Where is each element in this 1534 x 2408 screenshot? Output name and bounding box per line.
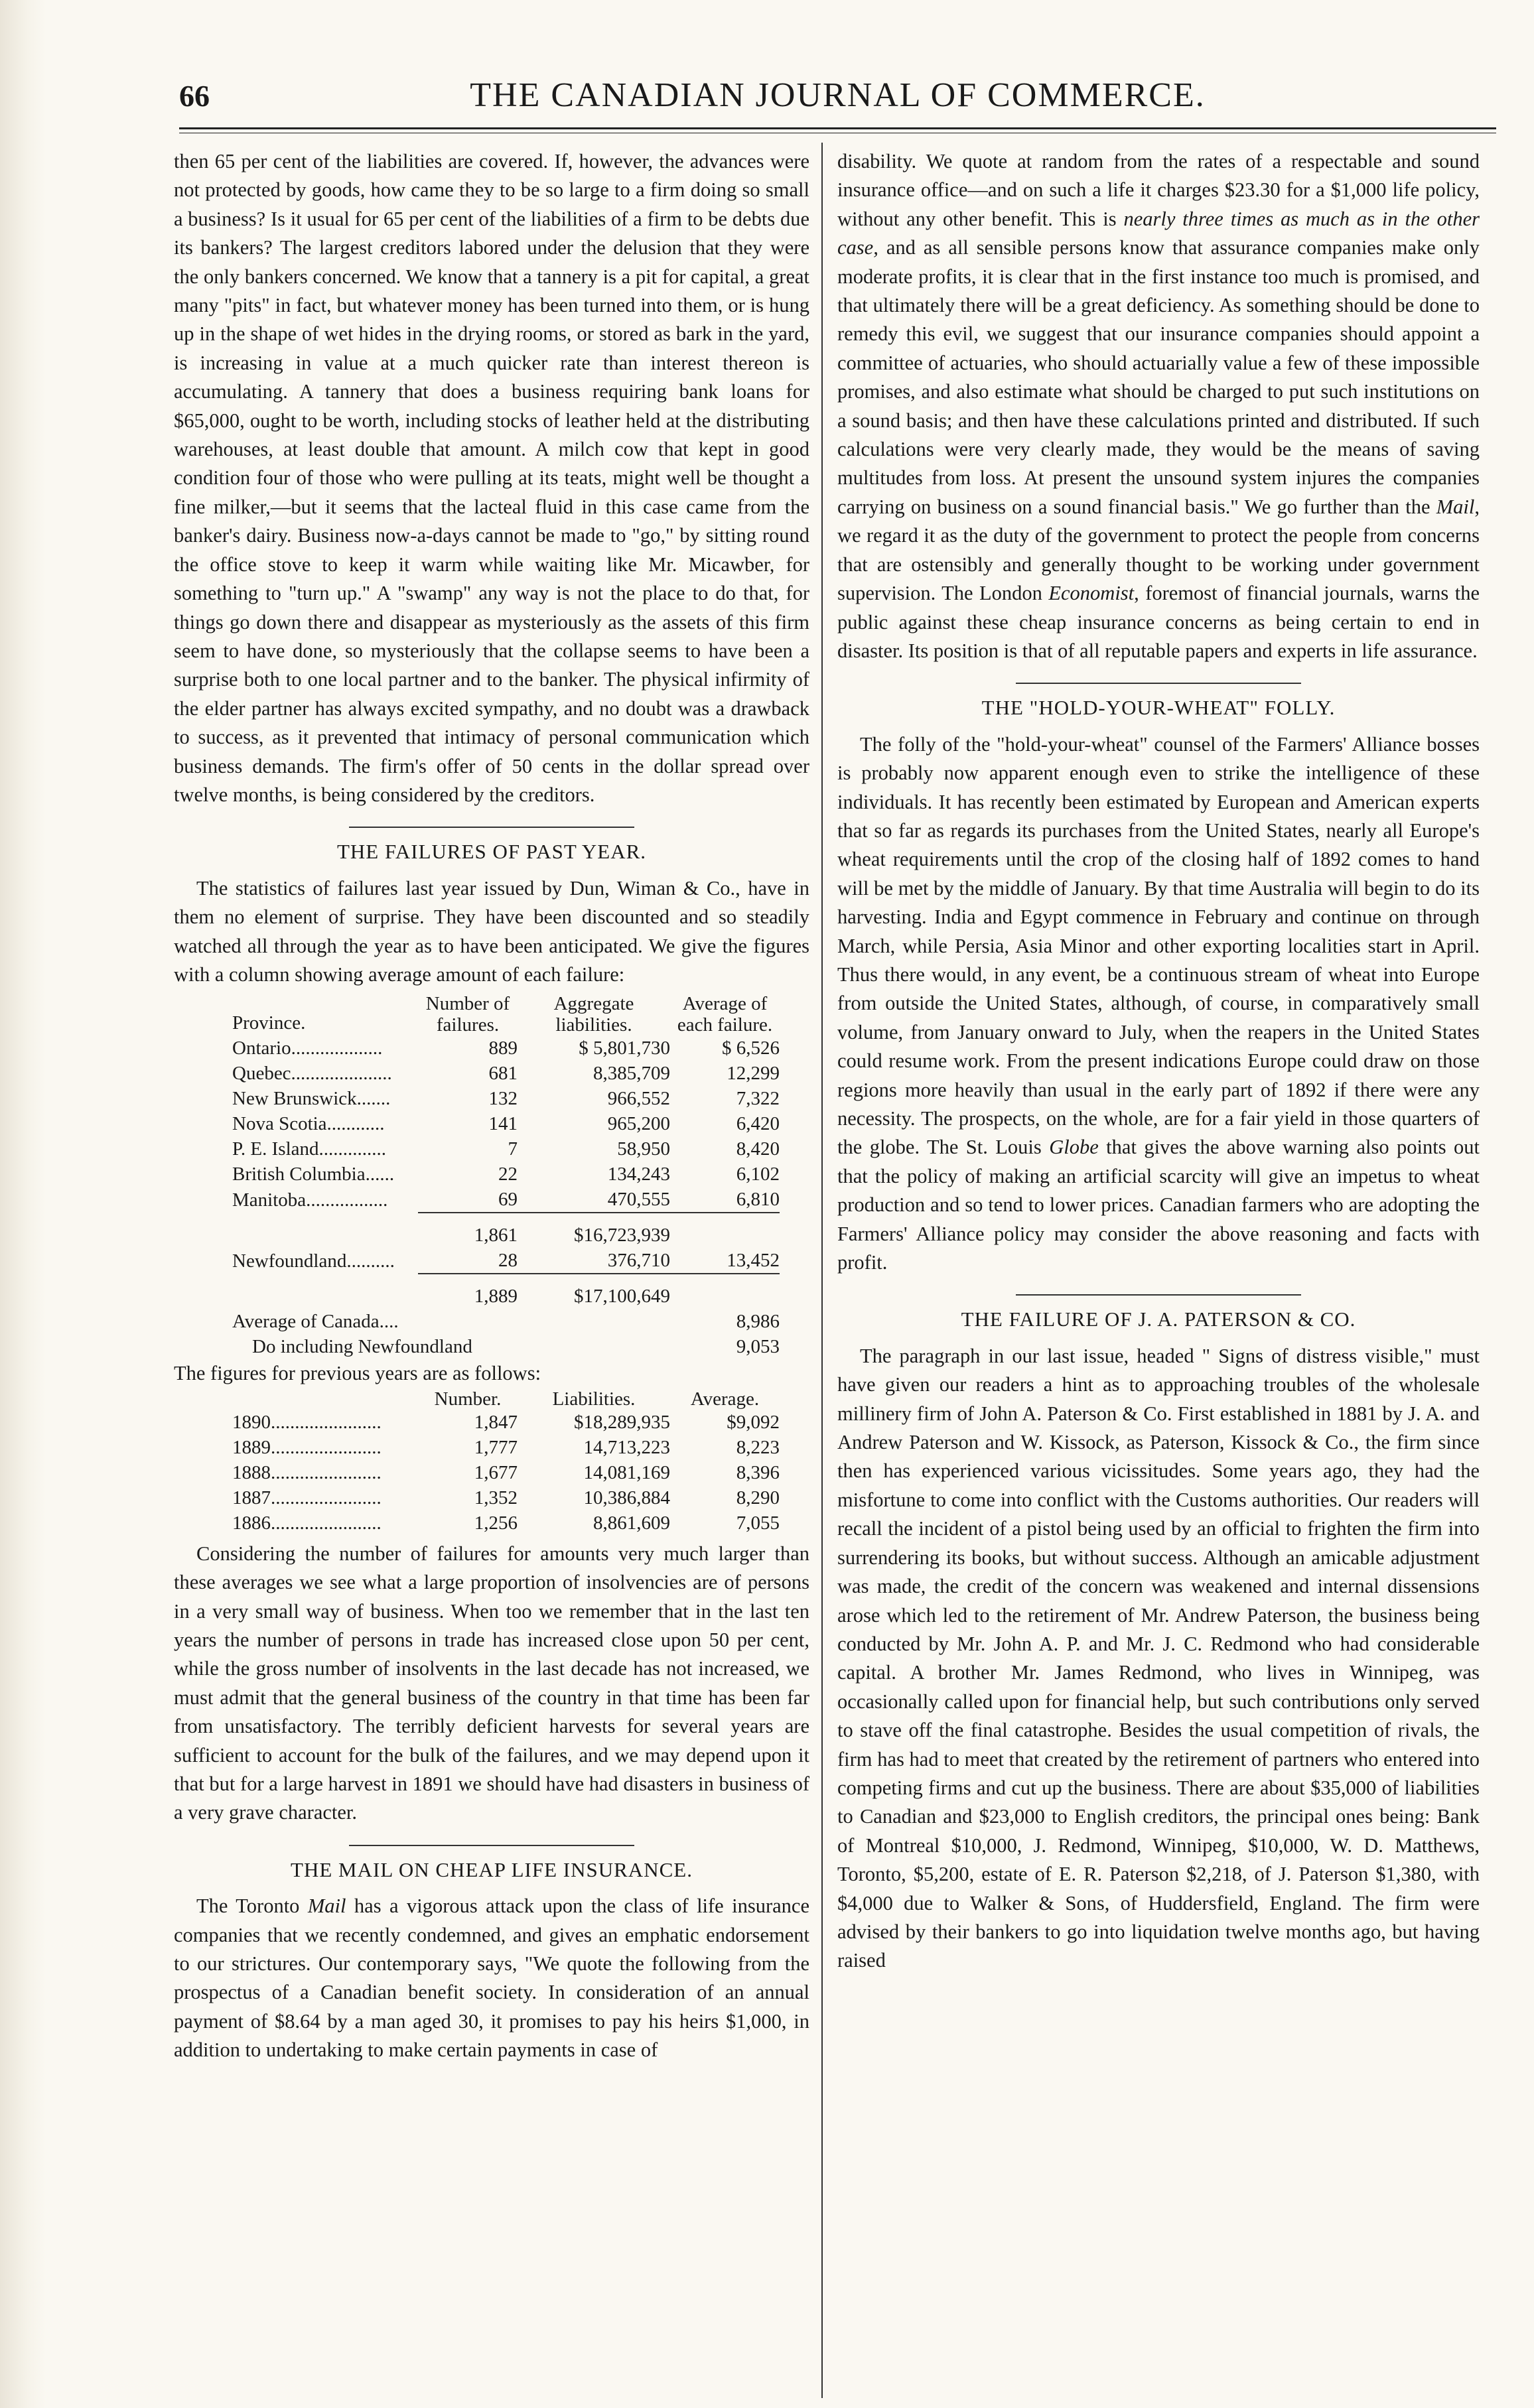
cell-province: Quebec.....................	[232, 1063, 392, 1085]
header-rule-thick	[179, 127, 1496, 129]
subtotal-liabilities: $16,723,939	[518, 1213, 670, 1248]
italic-mail: Mail	[307, 1895, 346, 1918]
cell-province: Newfoundland..........	[232, 1250, 395, 1272]
cell-liabilities: 965,200	[607, 1113, 670, 1135]
section-divider	[1016, 683, 1301, 684]
table-row	[232, 1136, 780, 1162]
average-including-row	[232, 1334, 780, 1359]
cell-liabilities: 14,713,223	[583, 1436, 670, 1458]
cell-average: 6,420	[736, 1113, 780, 1135]
cell-liabilities: $ 5,801,730	[579, 1037, 670, 1059]
col-header-number: Number of failures.	[425, 993, 510, 1036]
cell-year: 1886.......................	[232, 1512, 382, 1534]
paterson-paragraph-1: The paragraph in our last issue, headed " Signs of distress visible," must have given our readers a hint as to approaching troubles of the wholesale millinery firm of John A. Paterson & Co. First established in 1881 by J. A. and Andrew Paterson and W. Kissock, as Paterson, Kissock & Co., the firm since then has experienced various vicissitudes. Some years ago, they had the misfortune to come into conflict with the Customs authorities. Our readers will recall the incident of a pistol being used by an official to frighten the firm into surrendering its books, but without success. Although an amicable adjustment was made, the credit of the concern was weakened and internal dissensions arose which led to the retirement of Mr. Andrew Paterson, the business being conducted by Mr. John A. P. and Mr. J. C. Redmond who had considerable capital. A brother Mr. James Redmond, who lives in Winnipeg, was occasionally called upon for financial help, but such contributions only served to stave off the final catastrophe. Besides the usual competition of rivals, the firm has had to meet that created by the retirement of partners who entered into competing firms and cut up the business. There are about $35,000 of liabilities to Canadian and $23,000 to English creditors, the principal ones being: Bank of Montreal $10,000, J. Redmond, Winnipeg, $10,000, W. D. Matthews, Toronto, $5,200, estate of E. R. Paterson $2,218, of J. Paterson $1,380, with $4,000 due to Walker & Sons, of Huddersfield, England. The firm were advised by their bankers to go into liquidation twelve months ago, but having raised	[837, 1344, 1480, 1972]
cell-average: 8,223	[736, 1436, 780, 1458]
failures-paragraph-1: The statistics of failures last year issued by Dun, Wiman & Co., have in them no element of surprise. They have been discounted and so steadily watched all through the year as to have been anticipated. We give the figures with a column showing average amount of each failure:	[174, 876, 809, 986]
section-divider	[1016, 1294, 1301, 1296]
cell-province: Nova Scotia............	[232, 1113, 385, 1135]
cell-number: 889	[488, 1037, 518, 1059]
table-row	[232, 1460, 780, 1485]
cell-year: 1887.......................	[232, 1487, 382, 1508]
cell-number: 681	[488, 1063, 518, 1085]
table-row	[232, 1410, 780, 1435]
cell-liabilities: 134,243	[607, 1164, 670, 1185]
article-continuation: then 65 per cent of the liabilities are covered. If, however, the advances were not protected by goods, how came they to be so large to a firm doing so small a business? Is it usual for 65 per cent of the liabilities of a firm to be debts due its bankers? The largest creditors labored under the delusion that they were the only bankers concerned. We know that a tannery is a pit for capital, a great many "pits" in fact, but whatever money has been turned into them, or is hung up in the shape of wet hides in the drying rooms, or stored as bark in the yard, is increasing in value at a much quicker rate than interest thereon is accumulating. A tannery that does a business requiring bank loans for $65,000, ought to be worth, including stocks of leather held at the distributing warehouses, at least double that amount. A milch cow that kept in good condition four of those who were pulling at its teats, might well be thought a fine milker,—but it seems that the lacteal fluid in this case came from the banker's dairy. Business now-a-days cannot be made to "go," by sitting round the office stove to keep it warm while waiting like Mr. Micawber, for something to "turn up." A "swamp" any way is not the place to do that, for things go down there and disappear as mysteriously as the assets of this firm seem to have done, so mysteriously that the collapse seems to have been a surprise both to one local partner and to the banker. The physical infirmity of the elder partner has always excited sympathy, and no doubt was a drawback to success, as it prevented that intimacy of personal communication which business demands. The firm's offer of 50 cents in the dollar spread over twelve months, is being considered by the creditors.	[174, 150, 809, 806]
table-row	[232, 1435, 780, 1460]
subtotal-number: 1,861	[418, 1213, 518, 1248]
col-header-average: Average of each failure.	[677, 993, 773, 1036]
page-binding-edge	[0, 0, 46, 2408]
cell-liabilities: 470,555	[607, 1189, 670, 1211]
avg-canada-value: 8,986	[736, 1311, 780, 1333]
page-header	[179, 73, 1496, 119]
failures-by-province-table	[232, 993, 780, 1359]
section-divider	[349, 827, 634, 828]
previous-years-intro: The figures for previous years are as follows:	[174, 1362, 541, 1385]
italic-economist: Economist	[1048, 582, 1135, 605]
cell-average: 7,055	[736, 1512, 780, 1534]
cell-province: British Columbia......	[232, 1164, 395, 1185]
table-row	[232, 1187, 780, 1213]
failures-heading: THE FAILURES OF PAST YEAR.	[336, 840, 647, 864]
avg-incl-value: 9,053	[736, 1336, 780, 1358]
italic-emphasis: nearly three times as much as in the other case,	[837, 207, 1480, 259]
cell-average: 12,299	[727, 1063, 780, 1085]
cell-liabilities: 14,081,169	[583, 1461, 670, 1483]
cell-liabilities: 966,552	[607, 1088, 670, 1110]
cell-liabilities: 10,386,884	[583, 1487, 670, 1508]
italic-globe: Globe	[1049, 1136, 1099, 1159]
cell-average: 8,420	[736, 1138, 780, 1160]
cell-liabilities: 376,710	[607, 1250, 670, 1272]
mail-continuation: disability. We quote at random from the rates of a respectable and sound insurance office—and on such a life it charges $23.30 for a $1,000 life policy, without any other benefit. This is nearly three times as much as in the other case, and as all sensible persons know that assurance companies make only moderate profits, it is clear that in the first instance too much is promised, and that ultimately there will be a great deficiency. As something should be done to remedy this evil, we suggest that our insurance companies should appoint a committee of actuaries, who should actuarially value a few of these impossible promises, and also estimate what should be charged to put such institutions on a sound basis; and then have these calculations printed and distributed. If such calculations were very clearly made, they would be the means of saving multitudes from loss. At present the unsound system injures the companies carrying on business on a sound financial basis." We go further than the Mail, we regard it as the duty of the government to protect the people from concerns that are ostensibly and generally thought to be working under government supervision. The London Economist, foremost of financial journals, warns the public against these cheap insurance concerns as being certain to end in disaster. Its position is that of all reputable papers and experts in life assurance.	[837, 150, 1480, 662]
cell-province: P. E. Island..............	[232, 1138, 386, 1160]
mail-heading: THE MAIL ON CHEAP LIFE INSURANCE.	[291, 1857, 693, 1881]
average-canada-row	[232, 1309, 780, 1334]
failures-paragraph-2: Considering the number of failures for amounts very much larger than these averages we see what a large proportion of insolvencies are of persons in a very small way of business. When too we remember that in the last ten years the number of persons in trade has increased close upon 50 per cent, while the gross number of insolvents in the last decade has not increased, we must admit that the general business of the country in that time has been far from unsatisfactory. The terribly deficient harvests for several years are sufficient to account for the bulk of the failures, and we may depend upon it that but for a large harvest in 1891 we should have had disasters in business of a very grave character.	[174, 1542, 809, 1824]
column-divider	[821, 143, 823, 2398]
cell-year: 1890.......................	[232, 1411, 382, 1433]
table-row	[232, 1086, 780, 1111]
cell-average: 6,810	[736, 1189, 780, 1211]
cell-province: Ontario...................	[232, 1037, 383, 1059]
cell-liabilities: 8,385,709	[593, 1063, 670, 1085]
col-header-liabilities: Liabilities.	[552, 1388, 636, 1410]
section-divider	[349, 1845, 634, 1846]
cell-number: 1,352	[474, 1487, 518, 1508]
right-column	[837, 147, 1480, 1975]
mail-paragraph-1: The Toronto Mail has a vigorous attack upon the class of life insurance companies that we recently condemned, and gives an emphatic endorsement to our strictures. Our contemporary says, "We quote the following from the prospectus of a Canadian benefit society. In consideration of an annual payment of $8.64 by a man aged 30, it promises to pay his heirs $1,000, in addition to undertaking to make certain payments in case of	[174, 1895, 810, 2062]
cell-average: 7,322	[736, 1088, 780, 1110]
cell-liabilities: $18,289,935	[574, 1411, 670, 1433]
col-header-number: Number.	[434, 1388, 502, 1410]
cell-year: 1889.......................	[232, 1436, 382, 1458]
cell-average: 6,102	[736, 1164, 780, 1185]
avg-canada-label: Average of Canada....	[232, 1311, 399, 1333]
newfoundland-row	[232, 1248, 780, 1274]
avg-incl-label: Do including Newfoundland	[252, 1336, 472, 1358]
cell-year: 1888.......................	[232, 1461, 382, 1483]
cell-province: Manitoba.................	[232, 1189, 388, 1211]
cell-province: New Brunswick.......	[232, 1088, 391, 1110]
cell-number: 132	[488, 1088, 518, 1110]
cell-average: 13,452	[727, 1250, 780, 1272]
cell-number: 141	[488, 1113, 518, 1135]
italic-mail: Mail	[1436, 495, 1475, 518]
cell-liabilities: 58,950	[617, 1138, 670, 1160]
wheat-paragraph-1: The folly of the "hold-your-wheat" counsel of the Farmers' Alliance bosses is probably now apparent enough even to strike the intelligence of these individuals. It has recently been estimated by European and American experts that so far as regards its purchases from the United States, nearly all Europe's wheat requirements until the crop of the closing half of 1892 comes to hand will be met by the middle of January. By that time Australia will begin to do its harvesting. India and Egypt commence in February and continue on through March, while Persia, Asia Minor and other exporting localities start in April. Thus there would, in any event, be a continuous stream of wheat into Europe from outside the United States, although, of course, in comparatively small volume, from January onward to July, when the reapers in the United States could resume work. From the present indications Europe could draw on those regions more heavily than usual in the early part of 1892 if there were any necessity. The prospects, on the whole, are for a fair yield in those quarters of the globe. The St. Louis Globe that gives the above warning also points out that the policy of making an artificial scarcity will give an impetus to wheat production and so tend to lower prices. Canadian farmers who are adopting the Farmers' Alliance policy may consider the above reasoning and facts with profit.	[837, 732, 1480, 1274]
cell-average: 8,396	[736, 1461, 780, 1483]
col-header-province: Province.	[232, 1012, 306, 1034]
subtotal-row	[232, 1213, 780, 1248]
col-header-average: Average.	[690, 1388, 760, 1410]
total-liabilities: $17,100,649	[518, 1274, 670, 1309]
page-number: 66	[179, 79, 210, 113]
paterson-heading: THE FAILURE OF J. A. PATERSON & CO.	[961, 1307, 1356, 1331]
cell-number: 28	[498, 1250, 518, 1272]
cell-average: $ 6,526	[722, 1037, 780, 1059]
wheat-heading: THE "HOLD-YOUR-WHEAT" FOLLY.	[981, 696, 1336, 720]
cell-average: 8,290	[736, 1487, 780, 1508]
cell-number: 1,777	[474, 1436, 518, 1458]
table-row	[232, 1036, 780, 1061]
table-row	[232, 1162, 780, 1187]
col-header-aggregate: Aggregate liabilities.	[553, 993, 634, 1036]
cell-number: 22	[498, 1164, 518, 1185]
table-row	[232, 1485, 780, 1510]
table-header-row	[232, 993, 780, 1036]
cell-average: $9,092	[727, 1411, 780, 1433]
left-column	[174, 147, 809, 2065]
table-header-row	[232, 1388, 780, 1410]
cell-liabilities: 8,861,609	[593, 1512, 670, 1534]
previous-years-table	[232, 1388, 780, 1536]
total-row	[232, 1274, 780, 1309]
cell-number: 69	[498, 1189, 518, 1211]
table-row	[232, 1510, 780, 1536]
cell-number: 1,847	[474, 1411, 518, 1433]
cell-number: 7	[508, 1138, 518, 1160]
total-number: 1,889	[418, 1274, 518, 1309]
journal-title: THE CANADIAN JOURNAL OF COMMERCE.	[470, 76, 1206, 114]
table-row	[232, 1111, 780, 1136]
table-row	[232, 1061, 780, 1086]
cell-number: 1,256	[474, 1512, 518, 1534]
cell-number: 1,677	[474, 1461, 518, 1483]
